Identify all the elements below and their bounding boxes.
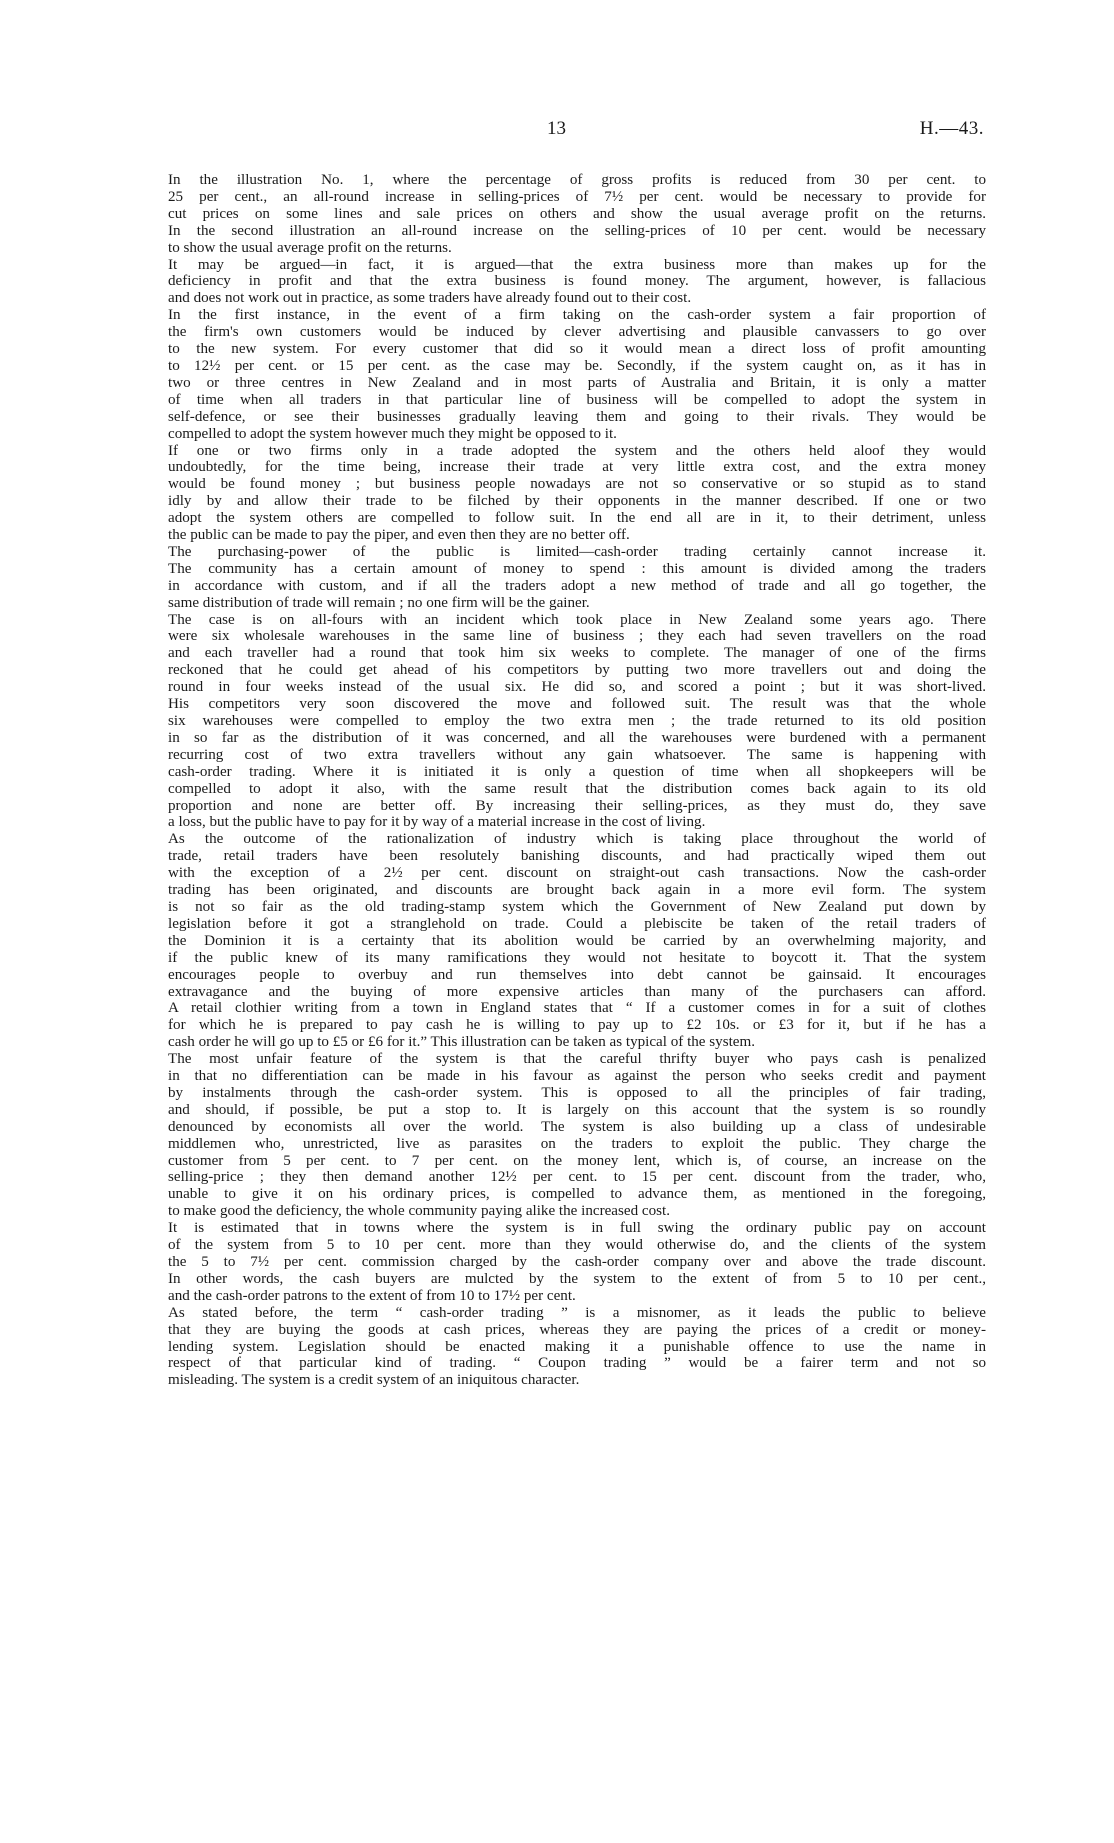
- text-line: compelled to adopt it also, with the same result that the distribution comes back again to its old: [168, 780, 986, 797]
- body-text: [168, 172, 986, 1389]
- text-line: if the public knew of its many ramifications they would not hesitate to boycott it. That the system: [168, 949, 986, 966]
- text-line: It is estimated that in towns where the system is in full swing the ordinary public pay on account: [168, 1220, 986, 1237]
- paragraph: [168, 172, 986, 257]
- text-line: legislation before it got a stranglehold on trade. Could a plebiscite be taken of the retail traders of: [168, 915, 986, 932]
- page-header: [0, 118, 1114, 148]
- text-line: adopt the system others are compelled to follow suit. In the end all are in it, to their detriment, unless: [168, 510, 986, 527]
- text-line: by instalments through the cash-order system. This is opposed to all the principles of fair trading,: [168, 1084, 986, 1101]
- text-line: reckoned that he could get ahead of his competitors by putting two more travellers out and doing the: [168, 662, 986, 679]
- text-line: The most unfair feature of the system is that the careful thrifty buyer who pays cash is penalized: [168, 1051, 986, 1068]
- paragraph: [168, 443, 986, 544]
- text-line: undoubtedly, for the time being, increase their trade at very little extra cost, and the extra money: [168, 459, 986, 476]
- text-line: compelled to adopt the system however much they might be opposed to it.: [168, 425, 617, 442]
- text-line: In the illustration No. 1, where the percentage of gross profits is reduced from 30 per cent. to: [168, 172, 986, 188]
- text-line: misleading. The system is a credit system of an iniquitous character.: [168, 1372, 580, 1389]
- text-line: round in four weeks instead of the usual six. He did so, and scored a point ; but it was short-lived.: [168, 679, 986, 696]
- text-line: extravagance and the buying of more expensive articles than many of the purchasers can afford.: [168, 983, 986, 1000]
- text-line: in that no differentiation can be made in his favour as against the person who seeks credit and payment: [168, 1068, 986, 1085]
- text-line: recurring cost of two extra travellers without any gain whatsoever. The same is happening with: [168, 746, 986, 763]
- text-line: would be found money ; but business people nowadays are not so conservative or so stupid as to stand: [168, 476, 986, 493]
- paragraph: [168, 544, 986, 612]
- text-line: were six wholesale warehouses in the same line of business ; they each had seven travellers on the road: [168, 628, 986, 645]
- text-line: in accordance with custom, and if all the traders adopt a new method of trade and all go together, the: [168, 577, 986, 594]
- text-line: same distribution of trade will remain ; no one firm will be the gainer.: [168, 594, 590, 611]
- text-line: the firm's own customers would be induced by clever advertising and plausible canvassers to go over: [168, 324, 986, 341]
- text-line: to 12½ per cent. or 15 per cent. as the case may be. Secondly, if the system caught on, as it has in: [168, 357, 986, 374]
- text-line: to make good the deficiency, the whole community paying alike the increased cost.: [168, 1203, 670, 1220]
- text-line: lending system. Legislation should be enacted making it a punishable offence to use the name in: [168, 1338, 986, 1355]
- paragraph: [168, 831, 986, 1051]
- text-line: In the second illustration an all-round increase on the selling-prices of 10 per cent. would be necessary: [168, 222, 986, 239]
- text-line: deficiency in profit and that the extra business is found money. The argument, however, is fallacious: [168, 273, 986, 290]
- text-line: that they are buying the goods at cash prices, whereas they are paying the prices of a credit or money-: [168, 1321, 986, 1338]
- text-line: six warehouses were compelled to employ the two extra men ; the trade returned to its old position: [168, 713, 986, 729]
- text-line: The purchasing-power of the public is limited—cash-order trading certainly cannot increase it.: [168, 543, 986, 560]
- paragraph: [168, 257, 986, 308]
- text-line: to the new system. For every customer that did so it would mean a direct loss of profit amounting: [168, 341, 986, 358]
- text-line: and does not work out in practice, as some traders have already found out to their cost.: [168, 290, 692, 307]
- text-line: the public can be made to pay the piper, and even then they are no better off.: [168, 527, 630, 544]
- page-number: 13: [547, 118, 566, 139]
- text-line: of the system from 5 to 10 per cent. more than they would otherwise do, and the clients of the system: [168, 1237, 986, 1254]
- text-line: is not so fair as the old trading-stamp system which the Government of New Zealand put down by: [168, 898, 986, 915]
- text-line: and each traveller had a round that took him six weeks to complete. The manager of one of the firms: [168, 645, 986, 662]
- text-line: A retail clothier writing from a town in England states that “ If a customer comes in for a suit of clothes: [168, 1000, 986, 1017]
- text-line: trade, retail traders have been resolutely banishing discounts, and had practically wiped them out: [168, 848, 986, 865]
- paragraph: [168, 1220, 986, 1305]
- text-line: selling-price ; they then demand another 12½ per cent. to 15 per cent. discount from the trader, who,: [168, 1169, 986, 1186]
- text-line: If one or two firms only in a trade adopted the system and the others held aloof they would: [168, 442, 986, 459]
- text-line: trading has been originated, and discounts are brought back again in a more evil form. The system: [168, 882, 986, 899]
- paragraph: [168, 1051, 986, 1220]
- text-line: unable to give it on his ordinary prices, is compelled to advance them, as mentioned in the foregoing,: [168, 1186, 986, 1203]
- text-line: 25 per cent., an all-round increase in selling-prices of 7½ per cent. would be necessary to provide for: [168, 188, 986, 205]
- text-line: proportion and none are better off. By increasing their selling-prices, as they must do, they save: [168, 797, 986, 814]
- text-line: In other words, the cash buyers are mulcted by the system to the extent of from 5 to 10 per cent.,: [168, 1270, 986, 1287]
- text-line: As stated before, the term “ cash-order trading ” is a misnomer, as it leads the public to believe: [168, 1304, 986, 1321]
- text-line: customer from 5 per cent. to 7 per cent. on the money lent, which is, of course, an increase on the: [168, 1152, 986, 1169]
- text-line: As the outcome of the rationalization of industry which is taking place throughout the world of: [168, 831, 986, 848]
- text-line: a loss, but the public have to pay for it by way of a material increase in the cost of living.: [168, 814, 706, 831]
- text-line: middlemen who, unrestricted, live as parasites on the traders to exploit the public. They charge the: [168, 1135, 986, 1152]
- paragraph: [168, 307, 986, 442]
- text-line: for which he is prepared to pay cash he is willing to pay up to £2 10s. or £3 for it, but if he has a: [168, 1017, 986, 1034]
- paragraph: [168, 1305, 986, 1390]
- text-line: the Dominion it is a certainty that its abolition would be carried by an overwhelming majority, and: [168, 932, 986, 949]
- text-line: His competitors very soon discovered the move and followed suit. The result was that the whole: [168, 696, 986, 713]
- text-line: The community has a certain amount of money to spend : this amount is divided among the traders: [168, 560, 986, 577]
- text-line: denounced by economists all over the world. The system is also building up a class of undesirable: [168, 1118, 986, 1135]
- text-line: cash-order trading. Where it is initiated it is only a question of time when all shopkeepers will be: [168, 763, 986, 780]
- text-line: with the exception of a 2½ per cent. discount on straight-out cash transactions. Now the cash-order: [168, 865, 986, 882]
- text-line: in so far as the distribution of it was concerned, and all the warehouses were burdened with a permanent: [168, 729, 986, 746]
- text-line: self-defence, or see their businesses gradually leaving them and going to their rivals. They would be: [168, 408, 986, 425]
- text-line: cut prices on some lines and sale prices on others and show the usual average profit on the returns.: [168, 205, 986, 222]
- text-line: It may be argued—in fact, it is argued—that the extra business more than makes up for the: [168, 256, 986, 273]
- text-line: and should, if possible, be put a stop to. It is largely on this account that the system is so roundly: [168, 1101, 986, 1118]
- text-line: respect of that particular kind of trading. “ Coupon trading ” would be a fairer term and not so: [168, 1355, 986, 1372]
- text-line: idly by and allow their trade to be filched by their opponents in the manner described. If one or two: [168, 493, 986, 510]
- text-line: cash order he will go up to £5 or £6 for it.” This illustration can be taken as typical of the system.: [168, 1034, 755, 1051]
- text-line: and the cash-order patrons to the extent of from 10 to 17½ per cent.: [168, 1287, 576, 1304]
- paragraph: [168, 612, 986, 832]
- text-line: of time when all traders in that particular line of business will be compelled to adopt the system in: [168, 391, 986, 408]
- text-line: The case is on all-fours with an incident which took place in New Zealand some years ago. There: [168, 611, 986, 628]
- text-line: to show the usual average profit on the returns.: [168, 239, 452, 256]
- document-reference: H.—43.: [919, 118, 984, 139]
- text-line: the 5 to 7½ per cent. commission charged by the cash-order company over and above the trade discount.: [168, 1254, 986, 1270]
- text-line: In the first instance, in the event of a firm taking on the cash-order system a fair proportion of: [168, 307, 986, 324]
- text-line: two or three centres in New Zealand and in most parts of Australia and Britain, it is only a matter: [168, 374, 986, 391]
- text-line: encourages people to overbuy and run themselves into debt cannot be gainsaid. It encourages: [168, 966, 986, 983]
